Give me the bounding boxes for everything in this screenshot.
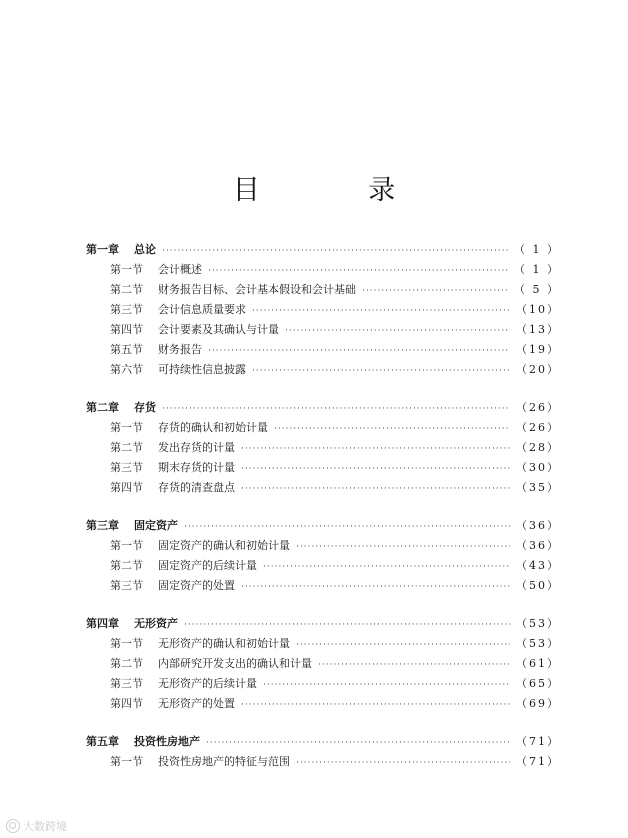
toc-section-entry[interactable] (86, 694, 560, 714)
section-number: 第一节 (110, 755, 143, 768)
dot-leader (241, 695, 510, 715)
section-page-number: （19） (516, 343, 560, 356)
chapter-title: 无形资产 (134, 617, 178, 630)
section-title: 财务报告 (158, 343, 202, 356)
section-title: 财务报告目标、会计基本假设和会计基础 (158, 283, 356, 296)
section-number: 第三节 (110, 303, 143, 316)
toc-chapter (86, 398, 560, 498)
chapter-page-number: （26） (516, 401, 560, 414)
chapter-number: 第五章 (86, 735, 119, 748)
chapter-title: 存货 (134, 401, 156, 414)
chapter-number: 第四章 (86, 617, 119, 630)
dot-leader (296, 635, 510, 655)
section-title: 期末存货的计量 (158, 461, 235, 474)
section-page-number: （28） (516, 441, 560, 454)
toc-chapter-entry[interactable] (86, 732, 560, 752)
section-number: 第四节 (110, 697, 143, 710)
toc-section-entry[interactable] (86, 340, 560, 360)
dot-leader (274, 419, 510, 439)
section-title: 固定资产的确认和初始计量 (158, 539, 290, 552)
section-number: 第三节 (110, 461, 143, 474)
section-page-number: （65） (516, 677, 560, 690)
section-page-number: （50） (516, 579, 560, 592)
section-page-number: （10） (516, 303, 560, 316)
section-title: 存货的确认和初始计量 (158, 421, 268, 434)
section-page-number: （53） (516, 637, 560, 650)
toc-chapter (86, 240, 560, 380)
section-title: 发出存货的计量 (158, 441, 235, 454)
section-title: 会计概述 (158, 263, 202, 276)
section-page-number: （30） (516, 461, 560, 474)
toc-chapter (86, 614, 560, 714)
toc-section-entry[interactable] (86, 536, 560, 556)
dot-leader (241, 479, 510, 499)
section-title: 可持续性信息披露 (158, 363, 246, 376)
dot-leader (252, 301, 510, 321)
section-page-number: （43） (516, 559, 560, 572)
dot-leader (162, 399, 510, 419)
dot-leader (252, 361, 510, 381)
toc-chapter-entry[interactable] (86, 240, 560, 260)
table-of-contents (86, 240, 560, 790)
toc-chapter-entry[interactable] (86, 516, 560, 536)
section-number: 第一节 (110, 539, 143, 552)
section-title: 无形资产的处置 (158, 697, 235, 710)
dot-leader (263, 675, 510, 695)
dot-leader (241, 459, 510, 479)
toc-section-entry[interactable] (86, 360, 560, 380)
section-number: 第一节 (110, 421, 143, 434)
toc-section-entry[interactable] (86, 458, 560, 478)
toc-section-entry[interactable] (86, 280, 560, 300)
toc-section-entry[interactable] (86, 752, 560, 772)
chapter-page-number: （ 1 ） (514, 243, 560, 256)
section-page-number: （ 5 ） (514, 283, 560, 296)
toc-chapter-entry[interactable] (86, 614, 560, 634)
section-title: 固定资产的后续计量 (158, 559, 257, 572)
watermark-text: 大数跨境 (23, 820, 67, 833)
section-title: 会计要素及其确认与计量 (158, 323, 279, 336)
section-title: 无形资产的后续计量 (158, 677, 257, 690)
toc-chapter (86, 732, 560, 772)
section-number: 第三节 (110, 579, 143, 592)
dot-leader (241, 577, 510, 597)
section-page-number: （26） (516, 421, 560, 434)
dot-leader (206, 733, 510, 753)
toc-section-entry[interactable] (86, 478, 560, 498)
section-title: 无形资产的确认和初始计量 (158, 637, 290, 650)
toc-section-entry[interactable] (86, 654, 560, 674)
dot-leader (362, 281, 508, 301)
section-title: 固定资产的处置 (158, 579, 235, 592)
toc-section-entry[interactable] (86, 576, 560, 596)
section-number: 第二节 (110, 559, 143, 572)
section-page-number: （69） (516, 697, 560, 710)
dot-leader (263, 557, 510, 577)
section-page-number: （ 1 ） (514, 263, 560, 276)
toc-section-entry[interactable] (86, 674, 560, 694)
section-number: 第六节 (110, 363, 143, 376)
dot-leader (285, 321, 510, 341)
section-number: 第三节 (110, 677, 143, 690)
section-number: 第四节 (110, 481, 143, 494)
chapter-page-number: （71） (516, 735, 560, 748)
toc-section-entry[interactable] (86, 634, 560, 654)
chapter-title: 投资性房地产 (134, 735, 200, 748)
toc-section-entry[interactable] (86, 300, 560, 320)
section-number: 第二节 (110, 441, 143, 454)
toc-section-entry[interactable] (86, 260, 560, 280)
section-title: 投资性房地产的特征与范围 (158, 755, 290, 768)
page-title: 目 录 (232, 175, 446, 206)
dot-leader (208, 261, 508, 281)
dot-leader (184, 615, 510, 635)
section-page-number: （13） (516, 323, 560, 336)
dot-leader (162, 241, 508, 261)
section-page-number: （71） (516, 755, 560, 768)
dot-leader (241, 439, 510, 459)
section-page-number: （20） (516, 363, 560, 376)
section-number: 第二节 (110, 657, 143, 670)
dot-leader (208, 341, 510, 361)
toc-chapter-entry[interactable] (86, 398, 560, 418)
chapter-page-number: （53） (516, 617, 560, 630)
toc-section-entry[interactable] (86, 556, 560, 576)
chapter-number: 第二章 (86, 401, 119, 414)
section-number: 第二节 (110, 283, 143, 296)
chapter-page-number: （36） (516, 519, 560, 532)
section-number: 第四节 (110, 323, 143, 336)
dot-leader (318, 655, 510, 675)
section-number: 第一节 (110, 263, 143, 276)
section-title: 内部研究开发支出的确认和计量 (158, 657, 312, 670)
section-page-number: （35） (516, 481, 560, 494)
dot-leader (296, 537, 510, 557)
toc-section-entry[interactable] (86, 320, 560, 340)
watermark-logo-icon (6, 819, 20, 833)
section-number: 第一节 (110, 637, 143, 650)
section-page-number: （36） (516, 539, 560, 552)
section-title: 会计信息质量要求 (158, 303, 246, 316)
toc-section-entry[interactable] (86, 418, 560, 438)
section-number: 第五节 (110, 343, 143, 356)
chapter-title: 总论 (134, 243, 156, 256)
chapter-number: 第一章 (86, 243, 119, 256)
toc-section-entry[interactable] (86, 438, 560, 458)
dot-leader (296, 753, 510, 773)
chapter-number: 第三章 (86, 519, 119, 532)
dot-leader (184, 517, 510, 537)
section-title: 存货的清查盘点 (158, 481, 235, 494)
chapter-title: 固定资产 (134, 519, 178, 532)
toc-chapter (86, 516, 560, 596)
watermark (6, 818, 67, 834)
section-page-number: （61） (516, 657, 560, 670)
